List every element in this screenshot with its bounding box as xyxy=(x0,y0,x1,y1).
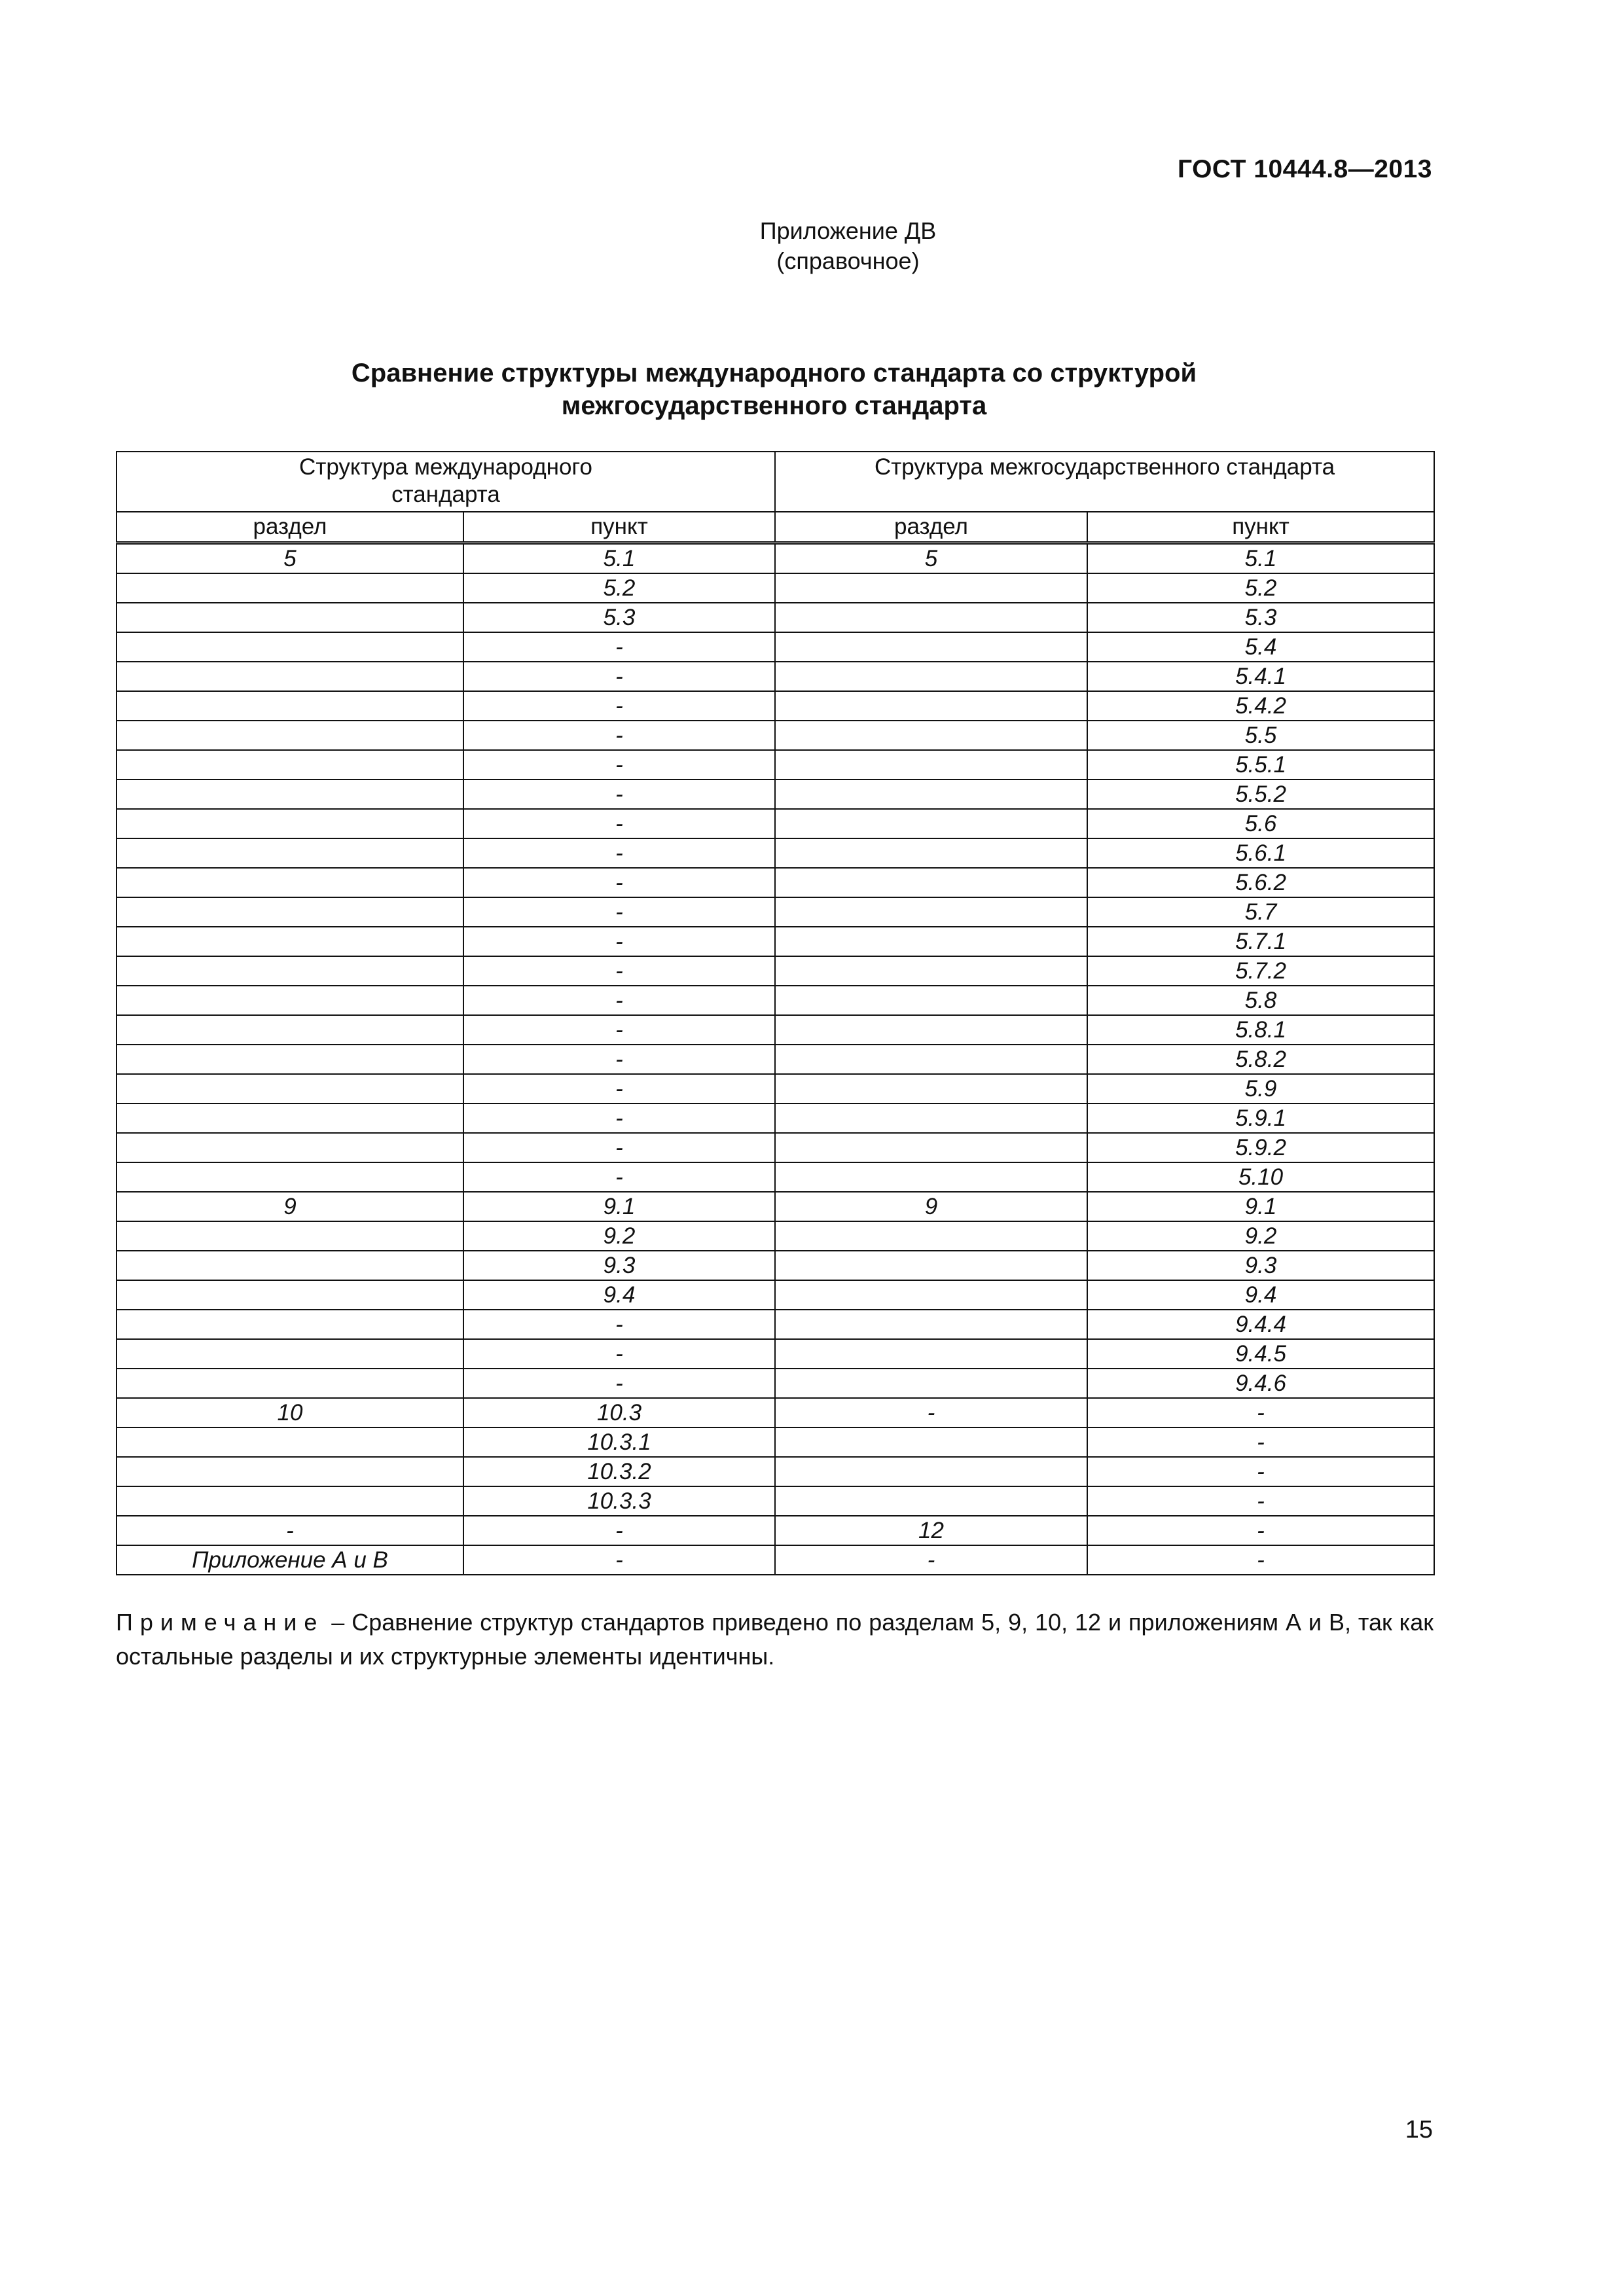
table-title-line-1: Сравнение структуры международного стандарта со структурой xyxy=(351,359,1197,387)
column-header-section-international: раздел xyxy=(117,512,463,543)
table-row xyxy=(117,691,1434,721)
table-row xyxy=(117,1310,1434,1339)
table-row xyxy=(117,809,1434,838)
table-row xyxy=(117,721,1434,750)
table-cell: 5.8.2 xyxy=(1087,1045,1434,1074)
table-cell xyxy=(117,1162,463,1192)
table-cell xyxy=(775,927,1087,956)
table-cell xyxy=(117,1221,463,1251)
table-cell xyxy=(775,1015,1087,1045)
table-cell xyxy=(775,632,1087,662)
table-cell xyxy=(775,1221,1087,1251)
table-row xyxy=(117,1133,1434,1162)
table-cell xyxy=(775,662,1087,691)
table-cell xyxy=(775,956,1087,986)
table-cell: - xyxy=(463,927,775,956)
table-cell xyxy=(117,1074,463,1103)
table-row xyxy=(117,1251,1434,1280)
table-title xyxy=(116,357,1432,422)
table-cell: 5 xyxy=(117,543,463,574)
table-row xyxy=(117,632,1434,662)
note-text: – Сравнение структур стандартов приведено по разделам 5, 9, 10, 12 и приложениям А и В, так как остальные разделы и их структурные элементы идентичны. xyxy=(116,1609,1434,1670)
table-cell xyxy=(117,1457,463,1486)
table-row xyxy=(117,1015,1434,1045)
column-header-clause-international: пункт xyxy=(463,512,775,543)
table-cell xyxy=(775,1045,1087,1074)
table-cell: - xyxy=(463,1339,775,1369)
table-cell xyxy=(117,868,463,897)
table-cell: 5.2 xyxy=(1087,573,1434,603)
table-cell: 5.8.1 xyxy=(1087,1015,1434,1045)
table-row xyxy=(117,956,1434,986)
table-cell: 5 xyxy=(775,543,1087,574)
table-cell xyxy=(117,1133,463,1162)
group-header-international: Структура международного стандарта xyxy=(117,452,775,512)
table-cell xyxy=(117,662,463,691)
table-cell: 9.4.5 xyxy=(1087,1339,1434,1369)
table-cell: - xyxy=(1087,1516,1434,1545)
table-cell xyxy=(775,1339,1087,1369)
table-cell: 10.3 xyxy=(463,1398,775,1427)
table-cell: - xyxy=(463,809,775,838)
table-cell xyxy=(775,868,1087,897)
table-cell: Приложение А и В xyxy=(117,1545,463,1575)
table-row xyxy=(117,1162,1434,1192)
column-header-section-interstate: раздел xyxy=(775,512,1087,543)
table-cell xyxy=(117,838,463,868)
table-cell xyxy=(117,1103,463,1133)
document-code: ГОСТ 10444.8—2013 xyxy=(1177,155,1432,183)
table-cell: 9.3 xyxy=(463,1251,775,1280)
table-cell: 5.3 xyxy=(463,603,775,632)
table-cell: - xyxy=(1087,1486,1434,1516)
table-cell: - xyxy=(775,1398,1087,1427)
table-cell xyxy=(117,1015,463,1045)
table-cell xyxy=(775,986,1087,1015)
table-cell: 10 xyxy=(117,1398,463,1427)
table-cell: - xyxy=(463,868,775,897)
table-cell xyxy=(775,1280,1087,1310)
table-cell: - xyxy=(463,1516,775,1545)
table-row xyxy=(117,1280,1434,1310)
table-cell xyxy=(117,780,463,809)
table-row xyxy=(117,1074,1434,1103)
table-row xyxy=(117,1427,1434,1457)
table-cell xyxy=(775,1486,1087,1516)
table-cell: - xyxy=(463,750,775,780)
table-cell: 5.6 xyxy=(1087,809,1434,838)
table-cell: 9 xyxy=(117,1192,463,1221)
table-cell: 5.4 xyxy=(1087,632,1434,662)
table-cell xyxy=(775,780,1087,809)
table-cell: - xyxy=(463,956,775,986)
table-cell: - xyxy=(463,1074,775,1103)
table-row xyxy=(117,838,1434,868)
table-row xyxy=(117,868,1434,897)
table-cell: 5.4.2 xyxy=(1087,691,1434,721)
table-row xyxy=(117,1398,1434,1427)
table-cell xyxy=(775,1103,1087,1133)
table-cell: - xyxy=(1087,1457,1434,1486)
table-row xyxy=(117,986,1434,1015)
table-cell xyxy=(775,691,1087,721)
table-cell: 5.7 xyxy=(1087,897,1434,927)
table-cell: - xyxy=(463,1015,775,1045)
table-cell xyxy=(775,573,1087,603)
table-body xyxy=(117,543,1434,1575)
table-row xyxy=(117,603,1434,632)
table-cell: 5.6.1 xyxy=(1087,838,1434,868)
annex-title: Приложение ДВ xyxy=(759,217,937,244)
table-cell xyxy=(775,1251,1087,1280)
table-cell xyxy=(775,838,1087,868)
table-cell xyxy=(775,1427,1087,1457)
table-cell xyxy=(775,1310,1087,1339)
table-row xyxy=(117,1516,1434,1545)
table-cell xyxy=(117,897,463,927)
structure-comparison-table xyxy=(116,451,1435,1575)
table-cell: - xyxy=(117,1516,463,1545)
table-cell: 5.10 xyxy=(1087,1162,1434,1192)
table-cell xyxy=(117,1339,463,1369)
table-row xyxy=(117,1545,1434,1575)
table-row xyxy=(117,1192,1434,1221)
table-cell xyxy=(117,986,463,1015)
table-cell xyxy=(775,1457,1087,1486)
table-cell: - xyxy=(463,780,775,809)
table-title-line-2: межгосударственного стандарта xyxy=(561,391,987,420)
table-cell: 5.9.2 xyxy=(1087,1133,1434,1162)
table-row xyxy=(117,1486,1434,1516)
table-cell xyxy=(117,573,463,603)
table-cell: 9.4 xyxy=(1087,1280,1434,1310)
table-cell: - xyxy=(463,1545,775,1575)
table-cell xyxy=(117,1280,463,1310)
table-cell: - xyxy=(463,1103,775,1133)
table-cell xyxy=(117,1251,463,1280)
table-cell: - xyxy=(463,632,775,662)
table-cell: 5.5 xyxy=(1087,721,1434,750)
table-cell: 5.1 xyxy=(1087,543,1434,574)
table-row xyxy=(117,1103,1434,1133)
table-cell: 10.3.1 xyxy=(463,1427,775,1457)
group-header-interstate: Структура межгосударственного стандарта xyxy=(775,452,1434,512)
table-cell xyxy=(117,632,463,662)
table-row xyxy=(117,897,1434,927)
table-cell: 5.7.1 xyxy=(1087,927,1434,956)
table-cell: - xyxy=(463,1310,775,1339)
note xyxy=(116,1605,1434,1674)
table-cell: 5.4.1 xyxy=(1087,662,1434,691)
table-cell xyxy=(117,603,463,632)
table-cell: - xyxy=(463,1369,775,1398)
table-row xyxy=(117,750,1434,780)
table-row xyxy=(117,1339,1434,1369)
column-header-clause-interstate: пункт xyxy=(1087,512,1434,543)
table-cell xyxy=(117,721,463,750)
table-cell: - xyxy=(775,1545,1087,1575)
table-cell: 9.4 xyxy=(463,1280,775,1310)
table-row xyxy=(117,573,1434,603)
table-cell xyxy=(117,750,463,780)
table-cell xyxy=(775,809,1087,838)
table-cell: - xyxy=(463,1133,775,1162)
table-cell: - xyxy=(463,986,775,1015)
table-cell xyxy=(775,1369,1087,1398)
table-cell xyxy=(117,1369,463,1398)
table-row xyxy=(117,662,1434,691)
table-cell: - xyxy=(463,662,775,691)
table-cell xyxy=(775,1162,1087,1192)
annex-subtitle: (справочное) xyxy=(776,247,920,274)
annex-heading xyxy=(0,216,1624,276)
table-cell: 12 xyxy=(775,1516,1087,1545)
table-cell xyxy=(775,721,1087,750)
table-cell: 9.1 xyxy=(1087,1192,1434,1221)
table-cell xyxy=(117,1045,463,1074)
table-cell: - xyxy=(463,721,775,750)
table-row xyxy=(117,780,1434,809)
table-cell: 5.9 xyxy=(1087,1074,1434,1103)
table-cell: - xyxy=(463,691,775,721)
table-cell: - xyxy=(463,838,775,868)
table-row xyxy=(117,543,1434,574)
table-cell xyxy=(775,1074,1087,1103)
table-cell: 5.1 xyxy=(463,543,775,574)
table-cell: - xyxy=(1087,1427,1434,1457)
table-cell: - xyxy=(463,897,775,927)
table-cell: - xyxy=(1087,1398,1434,1427)
table-cell: 9.2 xyxy=(463,1221,775,1251)
table-row xyxy=(117,1457,1434,1486)
table-cell: - xyxy=(1087,1545,1434,1575)
table-cell xyxy=(117,809,463,838)
table-row xyxy=(117,927,1434,956)
table-row xyxy=(117,1369,1434,1398)
table-cell xyxy=(117,927,463,956)
table-cell: 5.7.2 xyxy=(1087,956,1434,986)
table-row xyxy=(117,1221,1434,1251)
table-cell: 9.1 xyxy=(463,1192,775,1221)
table-cell xyxy=(117,1486,463,1516)
table-cell: 5.9.1 xyxy=(1087,1103,1434,1133)
table-cell: 10.3.2 xyxy=(463,1457,775,1486)
table-cell: 5.8 xyxy=(1087,986,1434,1015)
table-cell: 9.4.4 xyxy=(1087,1310,1434,1339)
table-cell xyxy=(775,603,1087,632)
note-label: Примечание xyxy=(116,1609,325,1636)
table-cell: 10.3.3 xyxy=(463,1486,775,1516)
table-cell xyxy=(775,750,1087,780)
table-cell: 9 xyxy=(775,1192,1087,1221)
table-cell: 5.2 xyxy=(463,573,775,603)
table-cell xyxy=(117,1427,463,1457)
table-cell xyxy=(117,1310,463,1339)
table-cell: 9.4.6 xyxy=(1087,1369,1434,1398)
table-cell xyxy=(775,897,1087,927)
table-cell: 5.3 xyxy=(1087,603,1434,632)
table-cell xyxy=(117,691,463,721)
table-cell xyxy=(775,1133,1087,1162)
table-cell: 5.5.1 xyxy=(1087,750,1434,780)
table-cell: 9.3 xyxy=(1087,1251,1434,1280)
table-cell xyxy=(117,956,463,986)
table-cell: 5.5.2 xyxy=(1087,780,1434,809)
table-cell: - xyxy=(463,1045,775,1074)
table-cell: 5.6.2 xyxy=(1087,868,1434,897)
table-cell: 9.2 xyxy=(1087,1221,1434,1251)
table-cell: - xyxy=(463,1162,775,1192)
table-row xyxy=(117,1045,1434,1074)
page-number: 15 xyxy=(1405,2116,1433,2144)
